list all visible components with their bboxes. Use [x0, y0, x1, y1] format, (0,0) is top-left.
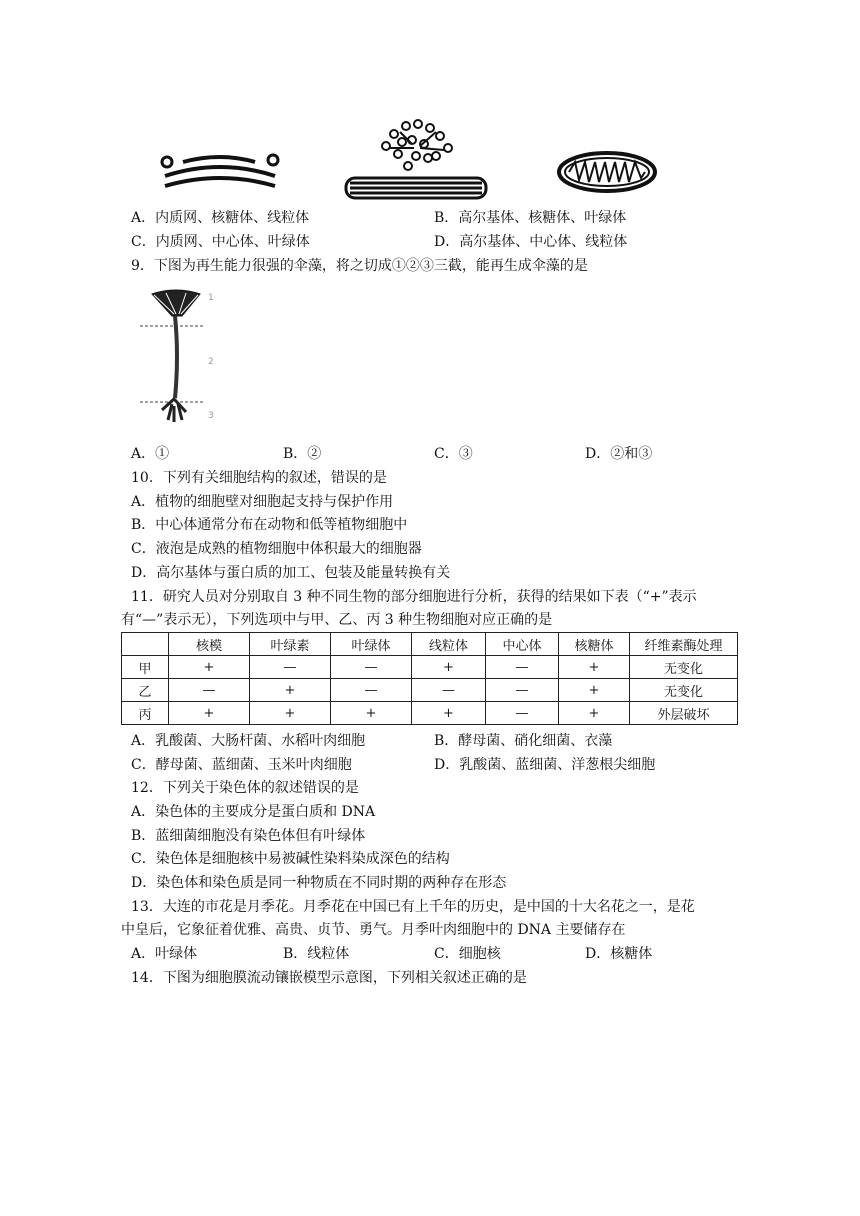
table-header-cell: 核模 [169, 633, 250, 656]
q11-table [121, 632, 738, 725]
table-row [122, 702, 738, 725]
q11-option-c[interactable]: C．酵母菌、蓝细菌、玉米叶肉细胞 [131, 757, 352, 773]
table-cell: — [486, 702, 559, 725]
table-cell: 甲 [122, 656, 169, 679]
q13-option-a[interactable]: A．叶绿体 [131, 946, 198, 962]
table-cell: + [250, 679, 331, 702]
table-cell: + [169, 702, 250, 725]
table-cell: — [412, 679, 486, 702]
table-cell: 外层破坏 [630, 702, 738, 725]
table-header-row [122, 633, 738, 656]
table-header-cell: 核糖体 [559, 633, 630, 656]
table-cell: — [250, 656, 331, 679]
svg-text:3: 3 [208, 411, 214, 421]
q9-option-d[interactable]: D．②和③ [585, 446, 653, 462]
q10-option-d[interactable]: D．高尔基体与蛋白质的加工、包装及能量转换有关 [131, 565, 451, 581]
table-header-cell: 纤维素酶处理 [630, 633, 738, 656]
table-cell: 无变化 [630, 656, 738, 679]
q8-option-c[interactable]: C．内质网、中心体、叶绿体 [131, 234, 310, 250]
q12-stem: 12．下列关于染色体的叙述错误的是 [131, 780, 359, 796]
q10-option-b[interactable]: B．中心体通常分布在动物和低等植物细胞中 [131, 517, 408, 533]
table-header-cell: 中心体 [486, 633, 559, 656]
table-header-cell [122, 633, 169, 656]
q10-option-a[interactable]: A．植物的细胞壁对细胞起支持与保护作用 [131, 494, 394, 510]
q11-option-d[interactable]: D．乳酸菌、蓝细菌、洋葱根尖细胞 [434, 757, 656, 773]
acetabularia-figure [138, 286, 218, 432]
q9-option-c[interactable]: C．③ [434, 446, 473, 462]
q10-option-c[interactable]: C．液泡是成熟的植物细胞中体积最大的细胞器 [131, 541, 422, 557]
table-cell: + [169, 656, 250, 679]
q13-stem-line2: 中皇后，它象征着优雅、高贵、贞节、勇气。月季叶肉细胞中的 DNA 主要储存在 [121, 922, 626, 938]
q11-option-b[interactable]: B．酵母菌、硝化细菌、衣藻 [434, 733, 613, 749]
table-cell: + [412, 656, 486, 679]
q9-stem: 9．下图为再生能力很强的伞藻，将之切成①②③三截，能再生成伞藻的是 [131, 258, 588, 274]
q10-stem: 10．下列有关细胞结构的叙述，错误的是 [131, 470, 387, 486]
table-cell: — [486, 656, 559, 679]
table-header-cell: 线粒体 [412, 633, 486, 656]
q9-option-b[interactable]: B．② [283, 446, 322, 462]
table-row [122, 679, 738, 702]
er-ribosome-figure [155, 148, 285, 198]
q13-option-c[interactable]: C．细胞核 [434, 946, 501, 962]
q14-stem: 14．下图为细胞膜流动镶嵌模型示意图，下列相关叙述正确的是 [131, 970, 527, 986]
table-cell: + [559, 702, 630, 725]
table-cell: — [331, 656, 412, 679]
q8-option-b[interactable]: B．高尔基体、核糖体、叶绿体 [434, 210, 627, 226]
golgi-vesicles-figure [340, 118, 495, 204]
table-row [122, 656, 738, 679]
q11-option-a[interactable]: A．乳酸菌、大肠杆菌、水稻叶肉细胞 [131, 733, 366, 749]
table-cell: + [559, 656, 630, 679]
table-cell: + [412, 702, 486, 725]
q12-option-d[interactable]: D．染色体和染色质是同一种物质在不同时期的两种存在形态 [131, 875, 507, 891]
q11-stem-line1: 11．研究人员对分别取自 3 种不同生物的部分细胞进行分析，获得的结果如下表（“+”表示 [131, 589, 697, 605]
q11-stem-line2: 有“—”表示无），下列选项中与甲、乙、丙 3 种生物细胞对应正确的是 [121, 612, 553, 628]
table-cell: — [486, 679, 559, 702]
q12-option-c[interactable]: C．染色体是细胞核中易被碱性染料染成深色的结构 [131, 851, 450, 867]
table-cell: + [559, 679, 630, 702]
q13-option-d[interactable]: D．核糖体 [585, 946, 653, 962]
table-cell: — [331, 679, 412, 702]
q9-option-a[interactable]: A．① [131, 446, 170, 462]
table-cell: 乙 [122, 679, 169, 702]
table-cell: — [169, 679, 250, 702]
q12-option-b[interactable]: B．蓝细菌细胞没有染色体但有叶绿体 [131, 828, 366, 844]
q13-option-b[interactable]: B．线粒体 [283, 946, 350, 962]
table-cell: 丙 [122, 702, 169, 725]
table-cell: + [331, 702, 412, 725]
svg-text:2: 2 [208, 357, 214, 367]
table-header-cell: 叶绿素 [250, 633, 331, 656]
mitochondrion-figure [555, 150, 659, 194]
q8-option-d[interactable]: D．高尔基体、中心体、线粒体 [434, 234, 628, 250]
table-header-cell: 叶绿体 [331, 633, 412, 656]
q12-option-a[interactable]: A．染色体的主要成分是蛋白质和 DNA [131, 804, 376, 820]
svg-text:1: 1 [208, 293, 214, 303]
q8-option-a[interactable]: A．内质网、核糖体、线粒体 [131, 210, 310, 226]
q13-stem-line1: 13．大连的市花是月季花。月季花在中国已有上千年的历史，是中国的十大名花之一，是花 [131, 899, 695, 915]
table-cell: 无变化 [630, 679, 738, 702]
table-cell: + [250, 702, 331, 725]
